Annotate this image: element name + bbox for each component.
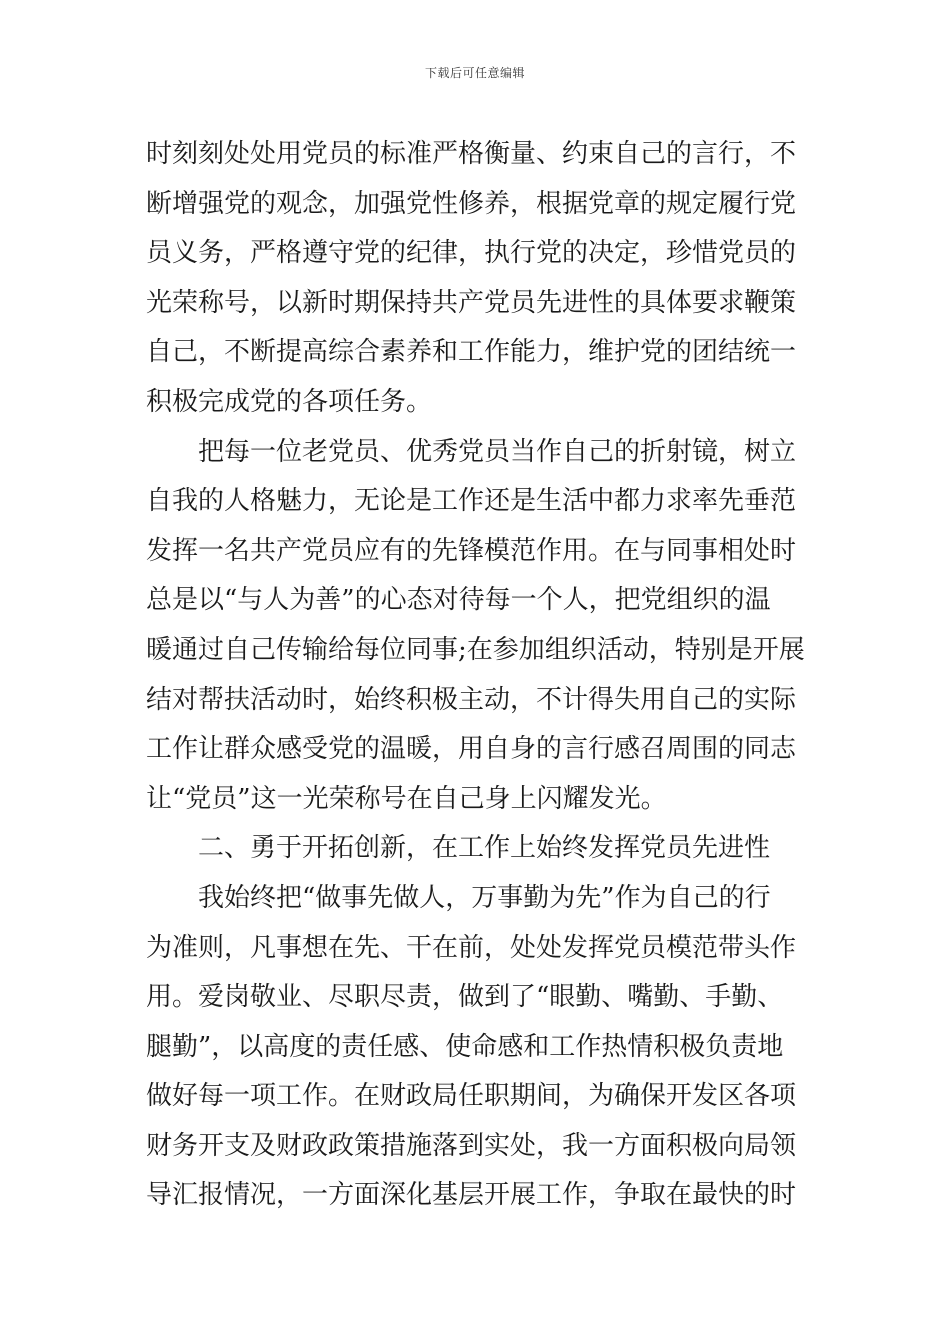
- page-header: 下载后可任意编辑: [424, 66, 525, 80]
- text-line: 做好每一项工作。在财政局任职期间，为确保开发区各项: [146, 1081, 797, 1112]
- text-line: 工作让群众感受党的温暖，用自身的言行感召周围的同志: [146, 734, 797, 765]
- text-line: 财务开支及财政政策措施落到实处，我一方面积极向局领: [146, 1130, 797, 1161]
- text-line: 光荣称号，以新时期保持共产党员先进性的具体要求鞭策: [146, 287, 797, 318]
- text-line: 自己，不断提高综合素养和工作能力，维护党的团结统一: [146, 337, 797, 368]
- text-line: 腿勤”，以高度的责任感、使命感和工作热情积极负责地: [146, 1031, 784, 1062]
- paragraph-first-line: 把每一位老党员、优秀党员当作自己的折射镜，树立: [198, 436, 797, 467]
- text-line: 时刻刻处处用党员的标准严格衡量、约束自己的言行，不: [146, 139, 797, 169]
- text-line: 为准则，凡事想在先、干在前，处处发挥党员模范带头作: [146, 932, 797, 963]
- text-line: 结对帮扶活动时，始终积极主动，不计得失用自己的实际: [146, 684, 797, 715]
- text-line: 员义务，严格遵守党的纪律，执行党的决定，珍惜党员的: [146, 238, 797, 269]
- text-line: 用。爱岗敬业、尽职尽责，做到了“眼勤、嘴勤、手勤、: [146, 982, 784, 1013]
- section-heading: 二、勇于开拓创新，在工作上始终发挥党员先进性: [198, 833, 771, 864]
- text-line: 让“党员”这一光荣称号在自己身上闪耀发光。: [146, 783, 667, 814]
- text-line: 积极完成党的各项任务。: [146, 386, 433, 417]
- text-line: 发挥一名共产党员应有的先锋模范作用。在与同事相处时: [146, 535, 797, 566]
- text-line: 总是以“与人为善”的心态对待每一个人，把党组织的温: [146, 585, 771, 616]
- document-body: [146, 130, 806, 1221]
- text-line: 断增强党的观念，加强党性修养，根据党章的规定履行党: [146, 188, 797, 219]
- text-line: 暖通过自己传输给每位同事;在参加组织活动，特别是开展: [146, 634, 805, 665]
- text-line: 自我的人格魅力，无论是工作还是生活中都力求率先垂范: [146, 486, 797, 517]
- text-line: 导汇报情况，一方面深化基层开展工作，争取在最快的时: [146, 1180, 797, 1211]
- paragraph-first-line: 我始终把“做事先做人，万事勤为先”作为自己的行: [198, 882, 771, 913]
